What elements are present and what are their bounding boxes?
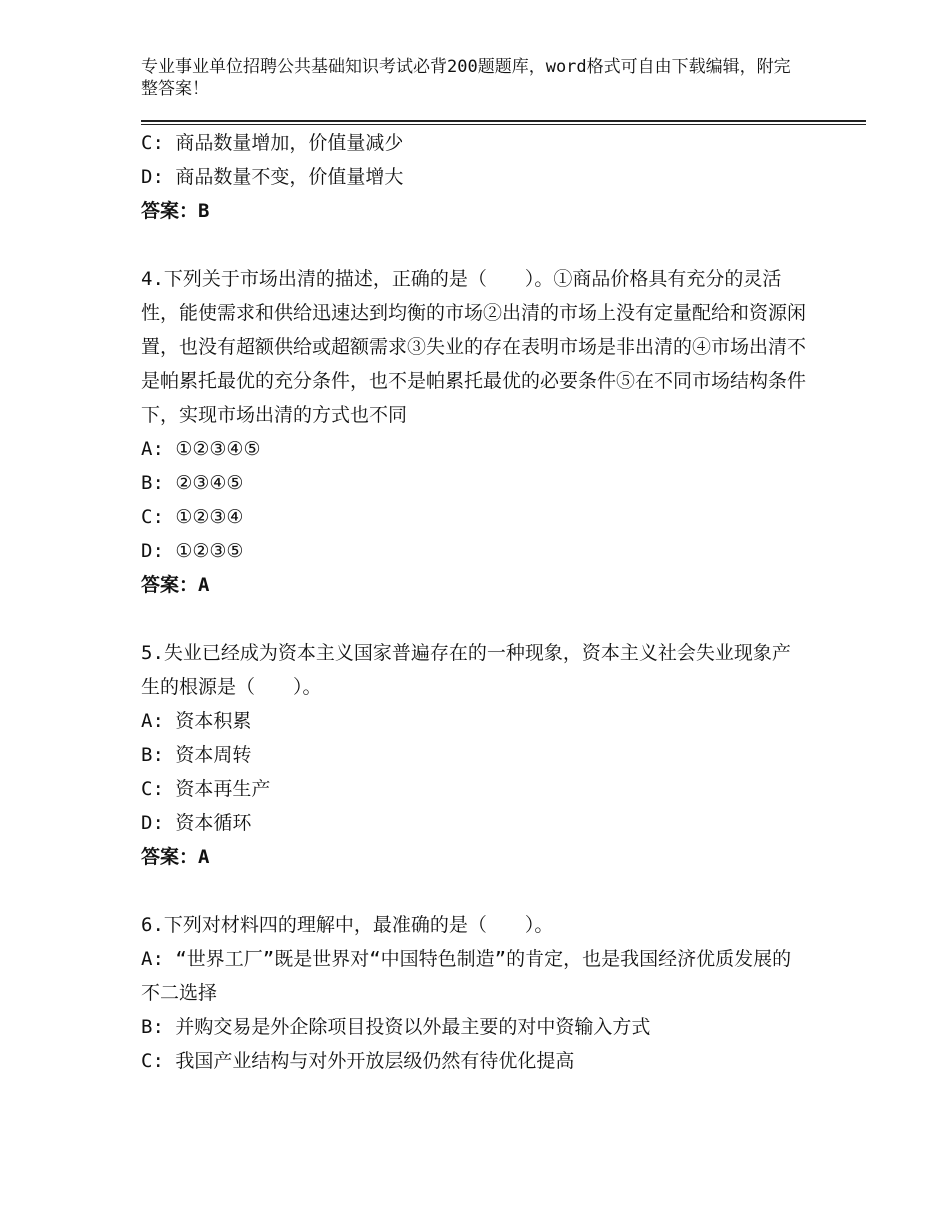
q4-answer: 答案：A [141, 574, 210, 596]
q6-question: 6.下列对材料四的理解中，最准确的是（ ）。 [141, 914, 554, 936]
q5-answer: 答案：A [141, 846, 210, 868]
document-header: 专业事业单位招聘公共基础知识考试必背200题题库，word格式可自由下载编辑，附完整答案！ [141, 57, 791, 99]
q4-option-d: D: ①②③⑤ [141, 540, 244, 562]
spacer [141, 228, 806, 262]
q4-option-c: C: ①②③④ [141, 506, 244, 528]
q5-option-a: A: 资本积累 [141, 710, 252, 732]
spacer [141, 602, 806, 636]
q6-option-b: B: 并购交易是外企除项目投资以外最主要的对中资输入方式 [141, 1016, 651, 1038]
q3-answer: 答案：B [141, 200, 210, 222]
q3-option-d: D: 商品数量不变，价值量增大 [141, 166, 404, 188]
document-body [141, 126, 806, 1078]
q5-question: 5.失业已经成为资本主义国家普遍存在的一种现象，资本主义社会失业现象产生的根源是（ ）。 [141, 642, 791, 698]
header-rule-thin [141, 124, 866, 125]
header-rule-thick [141, 120, 866, 122]
q6-option-c: C: 我国产业结构与对外开放层级仍然有待优化提高 [141, 1050, 575, 1072]
q5-option-b: B: 资本周转 [141, 744, 252, 766]
q4-option-b: B: ②③④⑤ [141, 472, 244, 494]
q4-option-a: A: ①②③④⑤ [141, 438, 261, 460]
q5-option-c: C: 资本再生产 [141, 778, 271, 800]
q6-option-a: A: “世界工厂”既是世界对“中国特色制造”的肯定，也是我国经济优质发展的不二选择 [141, 948, 792, 1004]
q5-option-d: D: 资本循环 [141, 812, 252, 834]
q3-option-c: C: 商品数量增加，价值量减少 [141, 132, 404, 154]
spacer [141, 874, 806, 908]
q4-question: 4.下列关于市场出清的描述，正确的是（ ）。①商品价格具有充分的灵活性，能使需求和供给迅速达到均衡的市场②出清的市场上没有定量配给和资源闲置，也没有超额供给或超额需求③失业的存在表明市场是非出清的④市场出清不是帕累托最优的充分条件，也不是帕累托最优的必要条件⑤在不同市场结构条件下，实现市场出清的方式也不同 [141, 268, 807, 426]
